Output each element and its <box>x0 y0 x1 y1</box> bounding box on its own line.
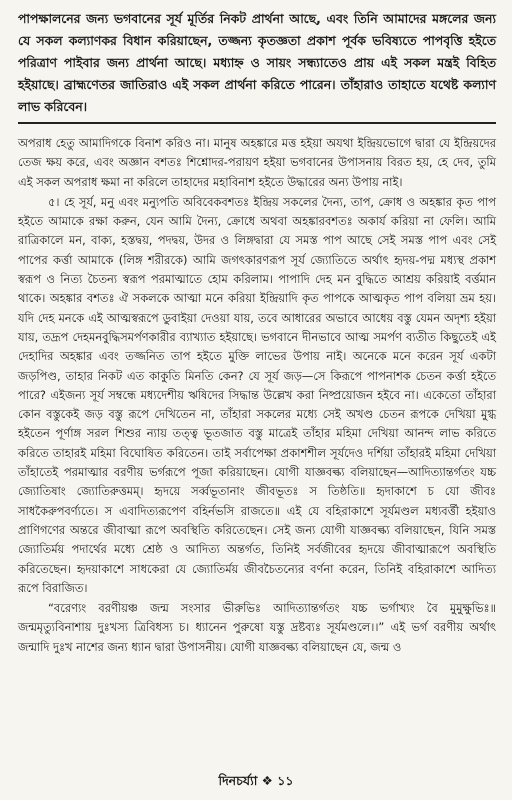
paragraph-2: ৫। হে সূর্য, মনু এবং মন্যুপতি অবিবেকবশতঃ ইন্দ্রিয় সকলের দৈন্য, তাপ, ক্রোধ ও অহঙ্কার কৃত পাপ হইতে আমাকে রক্ষা করুন, যেন আমি দৈন্য, ক্রোধে অথবা অহঙ্কারবশতঃ অকার্য করিয়া না ফেলি। আমি রাত্রিকালে মন, বাক্য, হস্তদ্বয়, পদদ্বয়, উদর ও লিঙ্গদ্বারা যে সমস্ত পাপ আছে সেই সমস্ত পাপ এবং সেই পাপের কর্ত্তা আমাকে (লিঙ্গ শরীরকে) আমি জগৎকারণরূপ সূর্য জ্যোতিতে অর্থাৎ হৃদয়-পদ্ম মধ্যস্থ প্রকাশ স্বরূপ ও নিত্য চৈতন্য স্বরূপ পরমাত্মাতে হোম করিলাম। পাপাদি দেহ মন বুদ্ধিতে আশ্রয় করিয়াই বর্ত্তমান থাকে। অহঙ্কার বশতঃ ঐ সকলকে আত্মা মনে করিয়া ইন্দ্রিয়াদি কৃত পাপকে আত্মকৃত পাপ বলিয়া ভ্রম হয়। যদি দেহ মনকে এই আত্মস্বরূপে ডুবাইয়া দেওয়া যায়, তবে আধারের অভাবে আধেয় বস্তু যেমন অদৃশ্য হইয়া যায়, তদ্রূপ দেহমনবুদ্ধিসমর্পণকারীর ব্যাখ্যাত হইয়াছে। ভগবানে দীনভাবে আত্ম সমর্পণ ব্যতীত কিছুতেই এই দেহাদির অহঙ্কার এবং তজ্জনিত তাপ হইতে মুক্তি লাভের উপায় নাই। অনেকে মনে করেন সূর্য একটা জড়পিণ্ড, তাহার নিকট এত কাকুতি মিনতি কেন? যে সূর্য জড়—সে কিরূপে পাপনাশক চেতন কর্ত্তা হইতে পারে? এইজন্য সূর্য সম্বন্ধে মধ্যদেশীয় ঋষিদের সিদ্ধান্ত উল্লেখ করা নিষ্প্রয়োজন হইবে না। একেতো তাঁহারা কোন বস্তুকেই জড় বস্তু রূপে দেখিতেন না, তাঁহারা সকলের মধ্যে সেই অখণ্ড চেতন রূপকে দেখিয়া মুগ্ধ হইতেন পূর্ণাঙ্গ সরল শিশুর ন্যায় তত্ত্ব ভূতজাত বস্তু মাত্রেই তাঁহার মহিমা দেখিয়া আনন্দ লাভ করিতে করিতে তাহারই মহিমা বিঘোষিত করিতেন। তাই সর্বাপেক্ষা প্রকাশশীল সূর্যদেও দর্শিয়া তাঁহারই মহিমা দেখিয়া তাঁহাতেই পরমাত্মার বরণীয় ভর্গরূপে পূজা করিয়াছেন। যোগী যাজ্ঞবল্ক্য বলিয়াছেন—আদিত্যান্তর্গতং যচ্চ জ্যোতিষাং জ্যোতিরুত্তমম্। হৃদয়ে সর্ব্বভূতানাং জীবভূতঃ স তিষ্ঠতি॥ হৃদাকাশে চ যো জীবঃ সাধকৈরুপবর্ণ্যতে। স এবাদিত্যরূপেণ বহির্নভসি রাজতে॥ এই যে বহিরাকাশে সূর্যমণ্ডল মধ্যবর্ত্তী হইয়াও প্রাণিগণের অন্তরে জীবাত্মা রূপে অবস্থিতি করিতেছেন। সেই জন্য যোগী যাজ্ঞবল্ক্য বলিয়াছেন, যিনি সমস্ত জ্যোতির্ময় পদার্থের মধ্যে শ্রেষ্ঠ ও আদিত্য অন্তর্গত, তিনিই সর্বজীবের হৃদয়ে জীবাত্মারূপে অবস্থিতি করিতেছেন। হৃদয়াকাশে সাধকেরা যে জ্যোতির্ময় জীবচৈতন্যের বর্ণনা করেন, তিনিই বহিরাকাশে আদিত্য রূপে বিরাজিত। <box>18 194 496 595</box>
paragraph-3: “বরেণ্যং বরণীয়ঞ্চ জন্ম সংসার ভীরুভিঃ আদিত্যান্তর্গতং যচ্চ ভর্গাখ্যং বৈ মুমুক্ষুভিঃ॥ জন্মমৃত্যুবিনাশায় দুঃখস্য ত্রিবিধস্য চ। ধ্যানেন পুরুষো যস্তু দ্রষ্টব্যঃ সূর্যমণ্ডলে।।” এই ভর্গ বরণীয় অর্থাৎ জন্মাদি দুঃখ নাশের জন্য ধ্যান দ্বারা উপাসনীয়। যোগী যাজ্ঞবল্ক্য বলিয়াছেন যে, জন্ম ও <box>18 601 496 654</box>
highlight-paragraph: পাপক্ষালনের জন্য ভগবানের সূর্য মূর্তির নিকট প্রার্থনা আছে, এবং তিনি আমাদের মঙ্গলের জন্য যে সকল কল্যাণকর বিধান করিয়াছেন, তজ্জন্য কৃতজ্ঞতা প্রকাশ পূর্বক ভবিষ্যতে পাপবৃত্তি হইতে পরিত্রাণ পাইবার জন্য প্রার্থনা আছে। মধ্যাহ্ন ও সায়ং সন্ধ্যাতেও প্রায় এই সকল মন্ত্রই বিহিত হইয়াছে। ব্রাহ্মণেতর জাতিরাও এই সকল প্রার্থনা করিতে পারেন। তাঁহারাও তাহাতে যথেষ্ট কল্যাণ লাভ করিবেন। <box>18 11 496 114</box>
body-text <box>18 134 496 657</box>
paragraph-1: অপরাধ হেতু আমাদিগকে বিনাশ করিও না। মানুষ অহঙ্কারে মত্ত হইয়া অযথা ইন্দ্রিয়ভোগে দ্বারা যে ইন্দ্রিয়দের তেজ ক্ষয় করে, এবং অজ্ঞান বশতঃ শিশ্নোদর-পরায়ণ হইয়া ভগবানের উপাসনায় বিরত হয়, হে দেব, তুমি এই সকল অপরাধ ক্ষমা না করিলে তাহাদের মহাবিনাশ হইতে উদ্ধারের অন্য উপায় নাই। <box>18 136 496 189</box>
highlight-box <box>18 8 496 124</box>
page-footer: দিনচর্য্যা ❖ ১১ <box>218 773 294 788</box>
